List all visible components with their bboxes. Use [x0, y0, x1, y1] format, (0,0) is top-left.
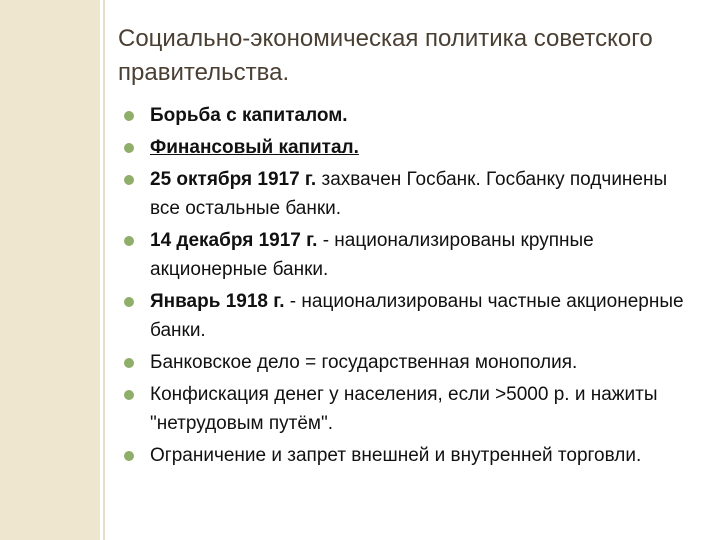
bullet-text: Конфискация денег у населения, если >5000 р. и нажиты "нетрудовым путём".: [150, 384, 658, 434]
bullet-dot-icon: [124, 451, 134, 461]
bullet-text: - национализированы частные акционерные банки.: [150, 291, 684, 341]
bullet-lead: 25 октября 1917 г.: [150, 169, 317, 190]
bullet-item: [124, 101, 699, 130]
bullet-dot-icon: [124, 297, 134, 307]
bullet-item: [124, 133, 699, 162]
decorative-side-band: [0, 0, 100, 540]
bullet-dot-icon: [124, 143, 134, 153]
bullet-list: [124, 101, 699, 473]
bullet-dot-icon: [124, 175, 134, 185]
bullet-dot-icon: [124, 390, 134, 400]
bullet-lead: Финансовый капитал.: [150, 137, 359, 158]
bullet-item: [124, 380, 699, 438]
bullet-item: [124, 441, 699, 470]
bullet-item: [124, 165, 699, 223]
bullet-text: захвачен Госбанк. Госбанку подчинены все остальные банки.: [150, 169, 668, 219]
bullet-lead: Борьба с капиталом.: [150, 105, 348, 126]
bullet-dot-icon: [124, 358, 134, 368]
bullet-text: Ограничение и запрет внешней и внутренней торговли.: [150, 445, 642, 466]
bullet-dot-icon: [124, 111, 134, 121]
bullet-text: Банковское дело = государственная монополия.: [150, 352, 578, 373]
bullet-lead: Январь 1918 г.: [150, 291, 285, 312]
bullet-item: [124, 226, 699, 284]
bullet-item: [124, 287, 699, 345]
bullet-lead: 14 декабря 1917 г.: [150, 230, 318, 251]
bullet-dot-icon: [124, 236, 134, 246]
slide-title: Социально-экономическая политика советского правительства.: [118, 25, 653, 86]
decorative-side-line: [103, 0, 105, 540]
bullet-item: [124, 348, 699, 377]
bullet-text: - национализированы крупные акционерные банки.: [150, 230, 594, 280]
